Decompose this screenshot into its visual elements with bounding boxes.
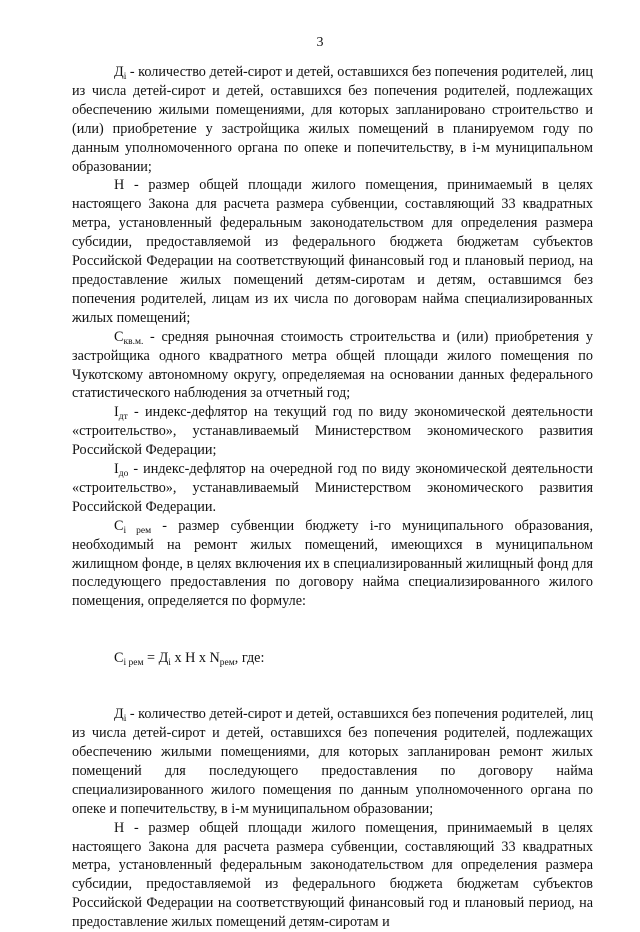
page-number: 3 (316, 35, 324, 50)
paragraph-ido-definition (72, 460, 593, 517)
var-ci-subscript: i рем (123, 525, 152, 536)
var-ido: I (114, 461, 119, 478)
formula-c: С (114, 650, 124, 667)
var-c: С (114, 328, 124, 345)
paragraph-text: - количество детей-сирот и детей, оставшихся без попечения родителей, лиц из числа детей-сирот и детей, оставшихся без попечения родителей, подлежащих обеспечению жилыми помещениями, для которых запланирован ремонт жилых помещений для последующего предоставления по договору найма специализированного жилого помещения по данным уполномоченного органа по опеке и попечительству, в i-м муниципальном образовании; (72, 706, 593, 817)
paragraph-d2-definition (72, 705, 593, 818)
formula (72, 649, 593, 668)
formula-mid: х Н х N (170, 650, 220, 667)
formula-d-subscript: i (168, 658, 171, 669)
var-idt-subscript: дт (118, 412, 128, 423)
var-idt: I (114, 404, 119, 421)
paragraph-text: - индекс-дефлятор на очередной год по виду экономической деятельности «строительство», устанавливаемый Министерством экономического развития Российской Федерации. (72, 461, 593, 515)
paragraph-h2-definition: Н - размер общей площади жилого помещения, принимаемый в целях настоящего Закона для расчета размера субвенции, составляющий 33 квадратных метра, установленный федеральным законодательством для определения размера субсидии, предоставляемой из федерального бюджета бюджетам субъектов Российской Федерации на соответствующий финансовый год и плановый период, на предоставление жилых помещений детям-сиротам и (72, 819, 593, 931)
var-d: Д (114, 64, 124, 80)
paragraph-text: - индекс-дефлятор на текущий год по виду экономической деятельности «строительство», устанавливаемый Министерством экономического развития Российской Федерации; (72, 404, 593, 459)
paragraph-d-definition (72, 63, 593, 176)
formula-c-subscript: i рем (123, 658, 144, 669)
var-ido-subscript: до (118, 469, 129, 480)
formula-n-subscript: рем (219, 658, 235, 669)
paragraph-idt-definition (72, 403, 593, 460)
var-d-subscript: i (123, 72, 127, 82)
formula-eq: = Д (143, 650, 169, 667)
var-d: Д (114, 706, 124, 723)
var-d-subscript: i (123, 714, 127, 725)
var-ci: С (114, 517, 124, 534)
formula-tail: , где: (234, 650, 265, 667)
paragraph-text: - средняя рыночная стоимость строительства и (или) приобретения у застройщика одного квадратного метра общей площади жилого помещения по Чукотскому автономному округу, определяемая на основании данных федерального статистического наблюдения за отчетный год; (72, 328, 593, 402)
var-c-subscript: кв.м. (123, 336, 144, 347)
paragraph-h-definition: Н - размер общей площади жилого помещения, принимаемый в целях настоящего Закона для расчета размера субвенции, составляющий 33 квадратных метра, установленный федеральным законодательством для определения размера субсидии, предоставляемой из федерального бюджета бюджетам субъектов Российской Федерации на соответствующий финансовый год и плановый период, на предоставление жилых помещений детям-сиротам и детям, оставшимся без попечения родителей, лицам из их числа по договорам найма специализированных жилых помещений; (72, 177, 593, 326)
document-body (72, 63, 593, 932)
paragraph-text: - размер субвенции бюджету i-го муниципального образования, необходимый на ремонт жилых помещений, имеющихся в муниципальном жилищном фонде, в целях включения их в специализированный жилищный фонд для последующего предоставления по договору найма специализированного жилого помещения, определяется по формуле: (72, 517, 593, 610)
paragraph-text: - количество детей-сирот и детей, оставшихся без попечения родителей, лиц из числа детей-сирот и детей, оставшихся без попечения родителей, подлежащих обеспечению жилыми помещениями, для которых запланировано строительство и (или) приобретение у застройщика жилых помещений в планируемом году по данным уполномоченного органа по опеке и попечительству, в i-м муниципальном образовании; (72, 64, 593, 175)
paragraph-ci-definition (72, 517, 593, 612)
paragraph-c-definition (72, 328, 593, 404)
